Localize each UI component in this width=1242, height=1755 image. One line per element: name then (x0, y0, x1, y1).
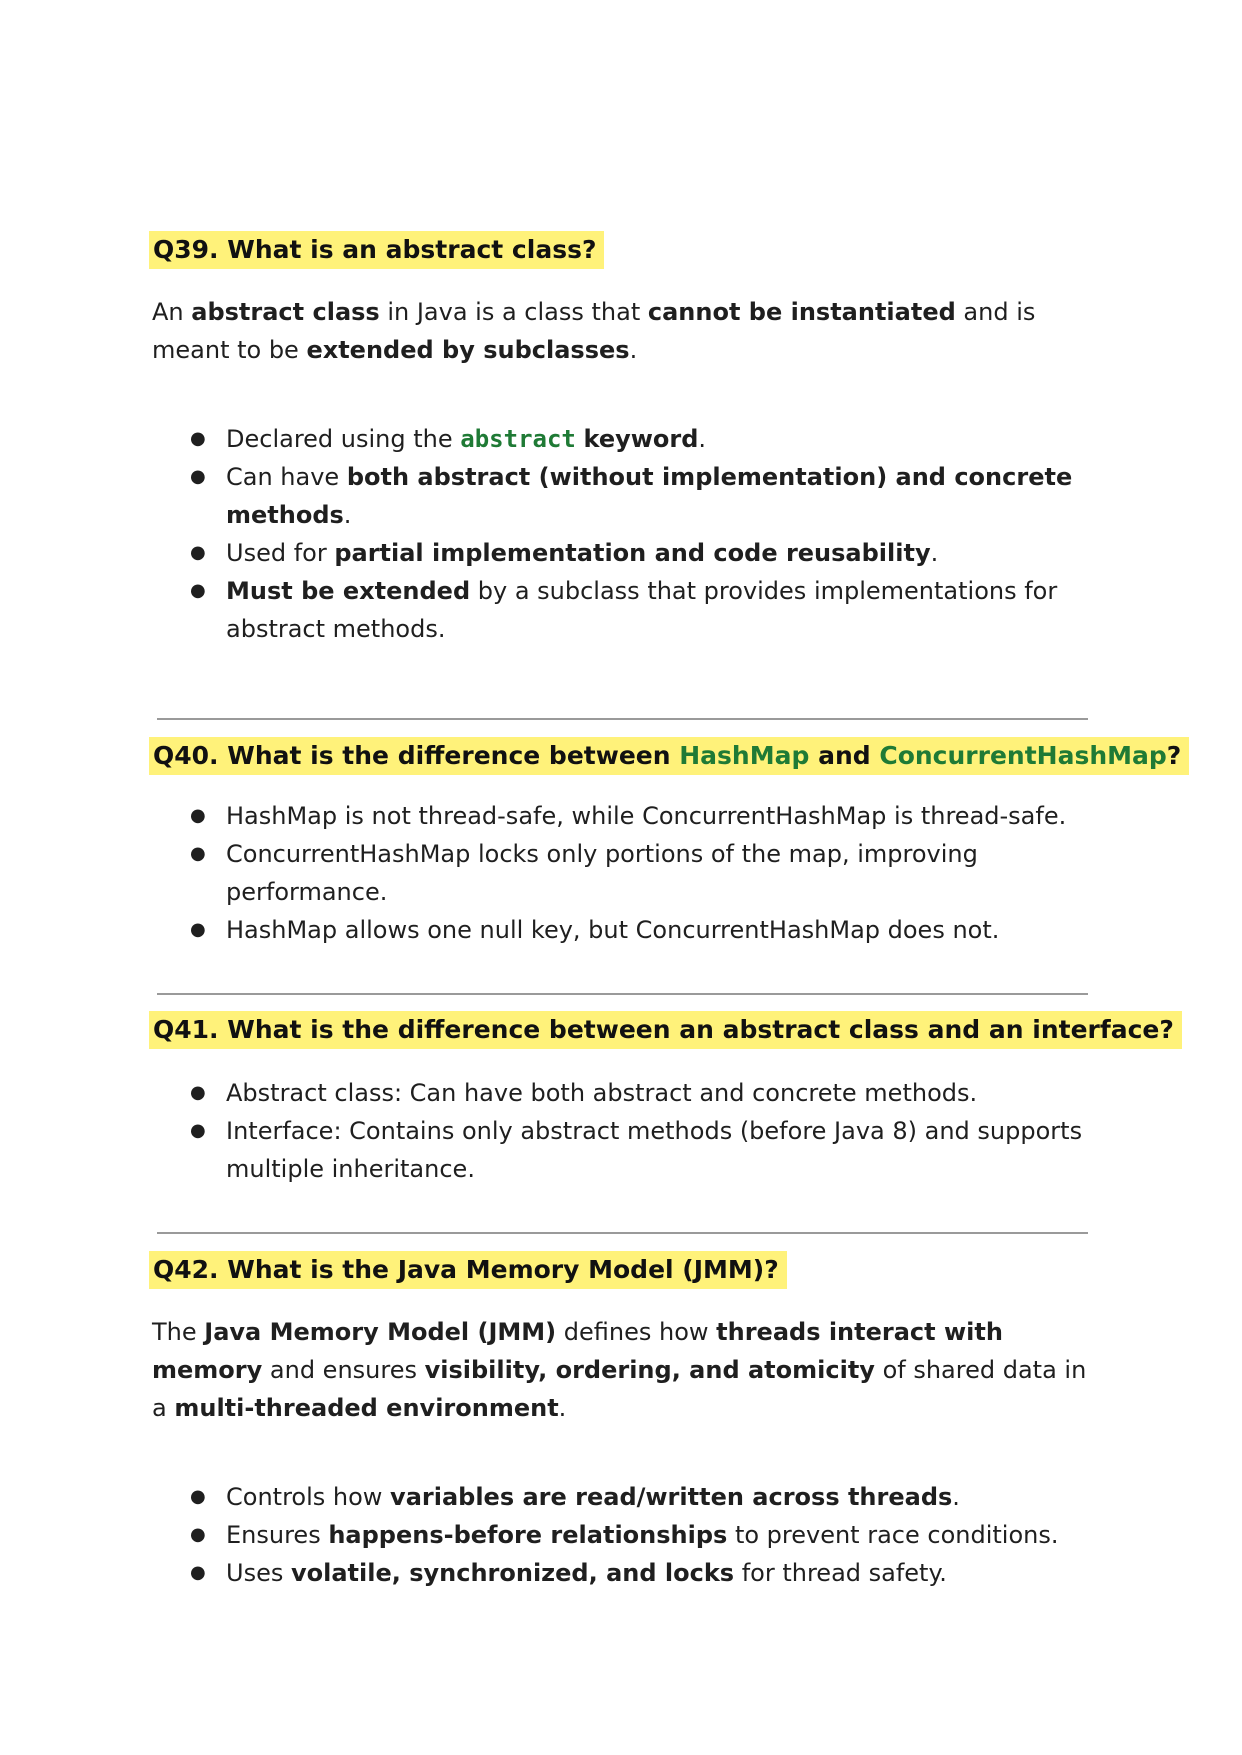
text-run: Declared using the (226, 425, 461, 453)
bullet-icon: ● (190, 580, 206, 601)
bullet-icon: ● (190, 428, 206, 449)
section-divider (157, 718, 1088, 720)
q41-bullet-list (188, 1074, 1088, 1188)
bold-run: cannot be instantiated (647, 298, 956, 326)
q42-bullet-list (188, 1478, 1088, 1592)
section-divider (157, 1232, 1088, 1234)
bullet-icon: ● (190, 1486, 206, 1507)
bold-run: abstract class (191, 298, 380, 326)
bold-run: keyword (583, 425, 699, 453)
list-item-text: HashMap allows one null key, but ConcurrentHashMap does not. (226, 916, 1000, 944)
list-item (188, 1074, 1088, 1112)
bullet-icon: ● (190, 542, 206, 563)
text-run: . (698, 425, 707, 453)
q40-heading (149, 737, 1189, 775)
list-item (188, 572, 1088, 648)
text-run: . (343, 501, 352, 529)
list-item (188, 420, 1088, 458)
text-run: and (809, 741, 880, 770)
list-item-text: Interface: Contains only abstract methods (before Java 8) and supports multiple inheritance. (226, 1117, 1083, 1183)
text-run: Uses (226, 1559, 291, 1587)
bold-run: Java Memory Model (JMM) (204, 1318, 557, 1346)
text-run: Used for (226, 539, 335, 567)
text-run: ? (1166, 741, 1182, 770)
list-item (188, 458, 1088, 534)
list-item-text: ConcurrentHashMap locks only portions of the map, improving performance. (226, 840, 978, 906)
bold-run: visibility, ordering, and atomicity (424, 1356, 875, 1384)
bullet-icon: ● (190, 805, 206, 826)
list-item-text: HashMap is not thread-safe, while ConcurrentHashMap is thread-safe. (226, 802, 1067, 830)
text-run: . (629, 336, 638, 364)
text-run: defines how (556, 1318, 717, 1346)
text-run: Ensures (226, 1521, 329, 1549)
text-run: by a subclass that provides implementations for abstract methods. (226, 577, 1058, 643)
q42-intro (152, 1313, 1102, 1427)
list-item (188, 534, 1088, 572)
q40-bullet-list (188, 797, 1088, 949)
text-run: An (152, 298, 192, 326)
q39-heading: Q39. What is an abstract class? (149, 231, 604, 269)
q39-bullet-list (188, 420, 1088, 648)
bullet-icon: ● (190, 919, 206, 940)
q39-intro (152, 293, 1102, 369)
bullet-icon: ● (190, 1562, 206, 1583)
bold-run: variables are read/written across threads (390, 1483, 953, 1511)
bold-run: Must be extended (226, 577, 471, 605)
text-run: of shared data in a (152, 1356, 1087, 1422)
section-divider (157, 993, 1088, 995)
q41-heading: Q41. What is the difference between an abstract class and an interface? (149, 1011, 1182, 1049)
bullet-icon: ● (190, 466, 206, 487)
text-run: . (952, 1483, 960, 1511)
list-item (188, 1516, 1088, 1554)
bold-run: threads interact with memory (152, 1318, 1003, 1384)
text-run: Can have (226, 463, 347, 491)
bold-run: volatile, synchronized, and locks (290, 1559, 735, 1587)
text-run: The (152, 1318, 205, 1346)
bold-run: multi-threaded environment (174, 1394, 559, 1422)
list-item (188, 1554, 1088, 1592)
bullet-icon: ● (190, 1524, 206, 1545)
list-item-text: Abstract class: Can have both abstract and concrete methods. (226, 1079, 978, 1107)
text-run: Q40. What is the difference between (153, 741, 680, 770)
concurrenthashmap-term: ConcurrentHashMap (879, 741, 1167, 770)
text-run: for thread safety. (734, 1559, 947, 1587)
text-run: to prevent race conditions. (727, 1521, 1059, 1549)
text-run: Controls how (226, 1483, 391, 1511)
code-keyword: abstract (460, 425, 576, 453)
text-run: and ensures (262, 1356, 425, 1384)
list-item (188, 1112, 1088, 1188)
text-run: and is meant to be (152, 298, 1036, 364)
list-item (188, 797, 1088, 835)
bold-run: extended by subclasses (306, 336, 630, 364)
text-run: . (558, 1394, 567, 1422)
hashmap-term: HashMap (679, 741, 810, 770)
bullet-icon: ● (190, 843, 206, 864)
list-item (188, 911, 1088, 949)
bullet-icon: ● (190, 1120, 206, 1141)
q42-heading: Q42. What is the Java Memory Model (JMM)? (149, 1251, 787, 1289)
text-run: . (930, 539, 939, 567)
bold-run: happens-before relationships (328, 1521, 728, 1549)
bold-run: partial implementation and code reusability (334, 539, 931, 567)
bullet-icon: ● (190, 1082, 206, 1103)
bold-run: both abstract (without implementation) and concrete methods (226, 463, 1073, 529)
text-run: in Java is a class that (379, 298, 648, 326)
list-item (188, 1478, 1088, 1516)
list-item (188, 835, 1088, 911)
